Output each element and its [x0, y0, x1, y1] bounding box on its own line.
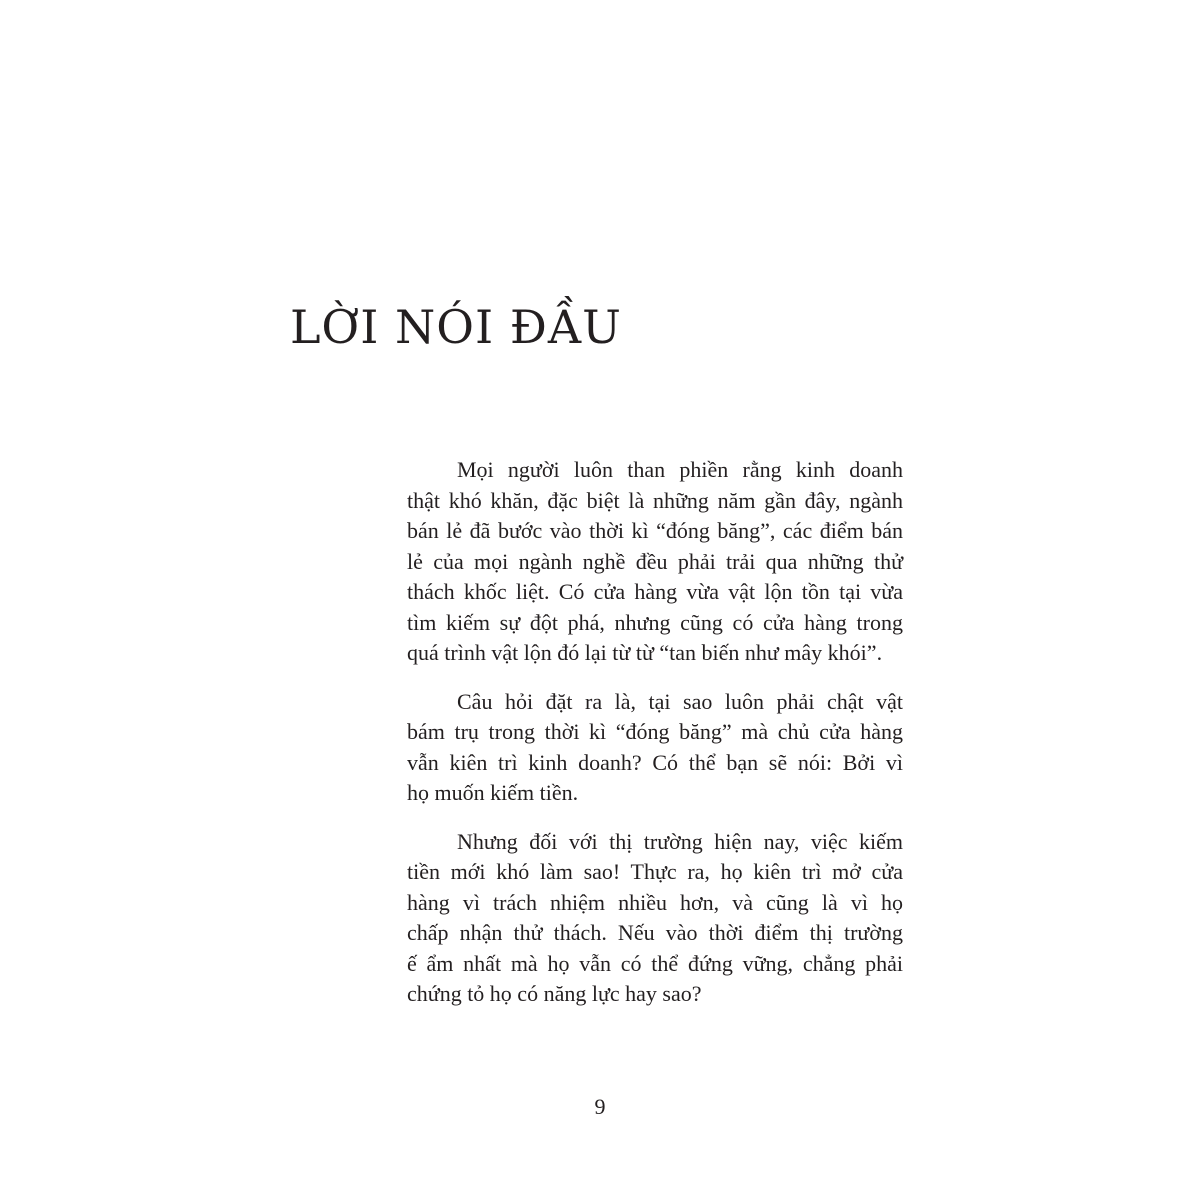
text-line: hàng vì trách nhiệm nhiều hơn, và cũng là vì họ: [407, 889, 903, 915]
text-line: bám trụ trong thời kì “đóng băng” mà chủ cửa hàng: [407, 719, 903, 744]
text-line: chấp nhận thử thách. Nếu vào thời điểm thị trường: [407, 920, 903, 945]
text-line: họ muốn kiếm tiền.: [407, 780, 579, 805]
text-line: Nhưng đối với thị trường hiện nay, việc kiếm: [457, 828, 903, 854]
text-line: thách khốc liệt. Có cửa hàng vừa vật lộn tồn tại vừa: [407, 579, 903, 604]
chapter-title: LỜI NÓI ĐẦU: [290, 300, 622, 354]
text-line: thật khó khăn, đặc biệt là những năm gần đây, ngành: [407, 487, 903, 513]
text-line: Mọi người luôn than phiền rằng kinh doanh: [457, 457, 903, 482]
body-text: [407, 455, 903, 1028]
text-line: Câu hỏi đặt ra là, tại sao luôn phải chật vật: [457, 688, 903, 714]
text-line: tiền mới khó làm sao! Thực ra, họ kiên trì mở cửa: [407, 859, 903, 884]
paragraph-2: [407, 687, 903, 809]
text-line: quá trình vật lộn đó lại từ từ “tan biến như mây khói”.: [407, 640, 883, 665]
text-line: chứng tỏ họ có năng lực hay sao?: [407, 981, 702, 1006]
text-line: bán lẻ đã bước vào thời kì “đóng băng”, các điểm bán: [407, 518, 903, 543]
paragraph-3: [407, 827, 903, 1010]
text-line: vẫn kiên trì kinh doanh? Có thể bạn sẽ nói: Bởi vì: [407, 749, 903, 775]
paragraph-1: [407, 455, 903, 669]
text-line: ế ẩm nhất mà họ vẫn có thể đứng vững, chẳng phải: [407, 950, 903, 976]
page-number: 9: [594, 1094, 606, 1119]
text-line: tìm kiếm sự đột phá, nhưng cũng có cửa hàng trong: [407, 609, 903, 635]
text-line: lẻ của mọi ngành nghề đều phải trải qua những thử: [407, 548, 903, 574]
